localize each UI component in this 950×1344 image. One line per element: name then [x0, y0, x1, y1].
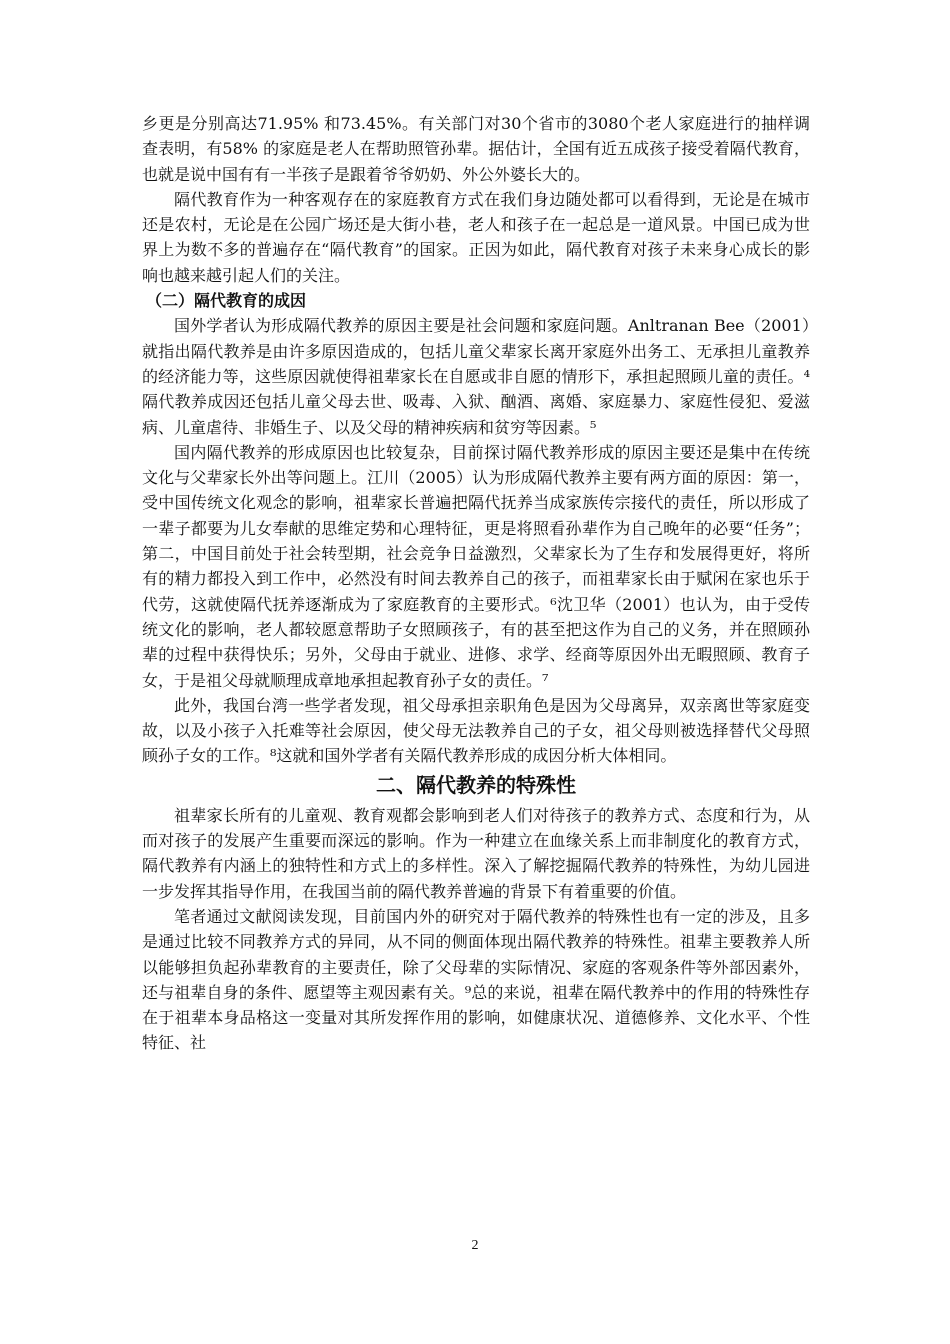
page-number: 2	[471, 1238, 479, 1253]
paragraph: 隔代教育作为一种客观存在的家庭教育方式在我们身边随处都可以看得到，无论是在城市还是农村，无论是在公园广场还是大街小巷，老人和孩子在一起总是一道风景。中国已成为世界上为数不多的普遍存在“隔代教育”的国家。正因为如此，隔代教育对孩子未来身心成长的影响也越来越引起人们的关注。	[142, 189, 810, 285]
paragraph: 笔者通过文献阅读发现，目前国内外的研究对于隔代教养的特殊性也有一定的涉及，且多是通过比较不同教养方式的异同，从不同的侧面体现出隔代教养的特殊性。祖辈主要教养人所以能够担负起孙辈教育的主要责任，除了父母辈的实际情况、家庭的客观条件等外部因素外，还与祖辈自身的条件、愿望等主观因素有关。⁹总的来说，祖辈在隔代教养中的作用的特殊性存在于祖辈本身品格这一变量对其所发挥作用的影响，如健康状况、道德修养、文化水平、个性特征、社	[142, 906, 810, 1053]
paragraph: 国外学者认为形成隔代教养的原因主要是社会问题和家庭问题。Anltranan Bee（2001）就指出隔代教养是由许多原因造成的，包括儿童父辈家长离开家庭外出务工、无承担儿童教养的经济能力等，这些原因就使得祖辈家长在自愿或非自愿的情形下，承担起照顾儿童的责任。⁴隔代教养成因还包括儿童父母去世、吸毒、入狱、酗酒、离婚、家庭暴力、家庭性侵犯、爱滋病、儿童虐待、非婚生子、以及父母的精神疾病和贫穷等因素。⁵	[142, 316, 810, 437]
section-heading-causes: （二）隔代教育的成因	[146, 291, 307, 311]
paragraph-continued: 乡更是分别高达71.95% 和73.45%。有关部门对30个省市的3080个老人家庭进行的抽样调查表明，有58% 的家庭是老人在帮助照管孙辈。据估计，全国有近五成孩子接受着隔代教育，也就是说中国有有一半孩子是跟着爷爷奶奶、外公外婆长大的。	[142, 114, 810, 184]
chapter-heading-specialty: 二、隔代教养的特殊性	[376, 772, 576, 797]
page-body	[142, 111, 810, 1056]
paragraph: 国内隔代教养的形成原因也比较复杂，目前探讨隔代教养形成的原因主要还是集中在传统文化与父辈家长外出等问题上。江川（2005）认为形成隔代教养主要有两方面的原因：第一，受中国传统文化观念的影响，祖辈家长普遍把隔代抚养当成家族传宗接代的责任，所以形成了一辈子都要为儿女奉献的思维定势和心理特征，更是将照看孙辈作为自己晚年的必要“任务”；第二，中国目前处于社会转型期，社会竞争日益激烈，父辈家长为了生存和发展得更好，将所有的精力都投入到工作中，必然没有时间去教养自己的孩子，而祖辈家长由于赋闲在家也乐于代劳，这就使隔代抚养逐渐成为了家庭教育的主要形式。⁶沈卫华（2001）也认为，由于受传统文化的影响，老人都较愿意帮助子女照顾孩子，有的甚至把这作为自己的义务，并在照顾孙辈的过程中获得快乐；另外，父母由于就业、进修、求学、经商等原因外出无暇照顾、教育子女，于是祖父母就顺理成章地承担起教育孙子女的责任。⁷	[142, 442, 810, 690]
paragraph: 此外，我国台湾一些学者发现，祖父母承担亲职角色是因为父母离异，双亲离世等家庭变故，以及小孩子入托难等社会原因，使父母无法教养自己的子女，祖父母则被选择替代父母照顾孙子女的工作。⁸这就和国外学者有关隔代教养形成的成因分析大体相同。	[142, 695, 810, 766]
paragraph: 祖辈家长所有的儿童观、教育观都会影响到老人们对待孩子的教养方式、态度和行为，从而对孩子的发展产生重要而深远的影响。作为一种建立在血缘关系上而非制度化的教育方式，隔代教养有内涵上的独特性和方式上的多样性。深入了解挖掘隔代教养的特殊性，为幼儿园进一步发挥其指导作用，在我国当前的隔代教养普遍的背景下有着重要的价值。	[142, 805, 810, 901]
